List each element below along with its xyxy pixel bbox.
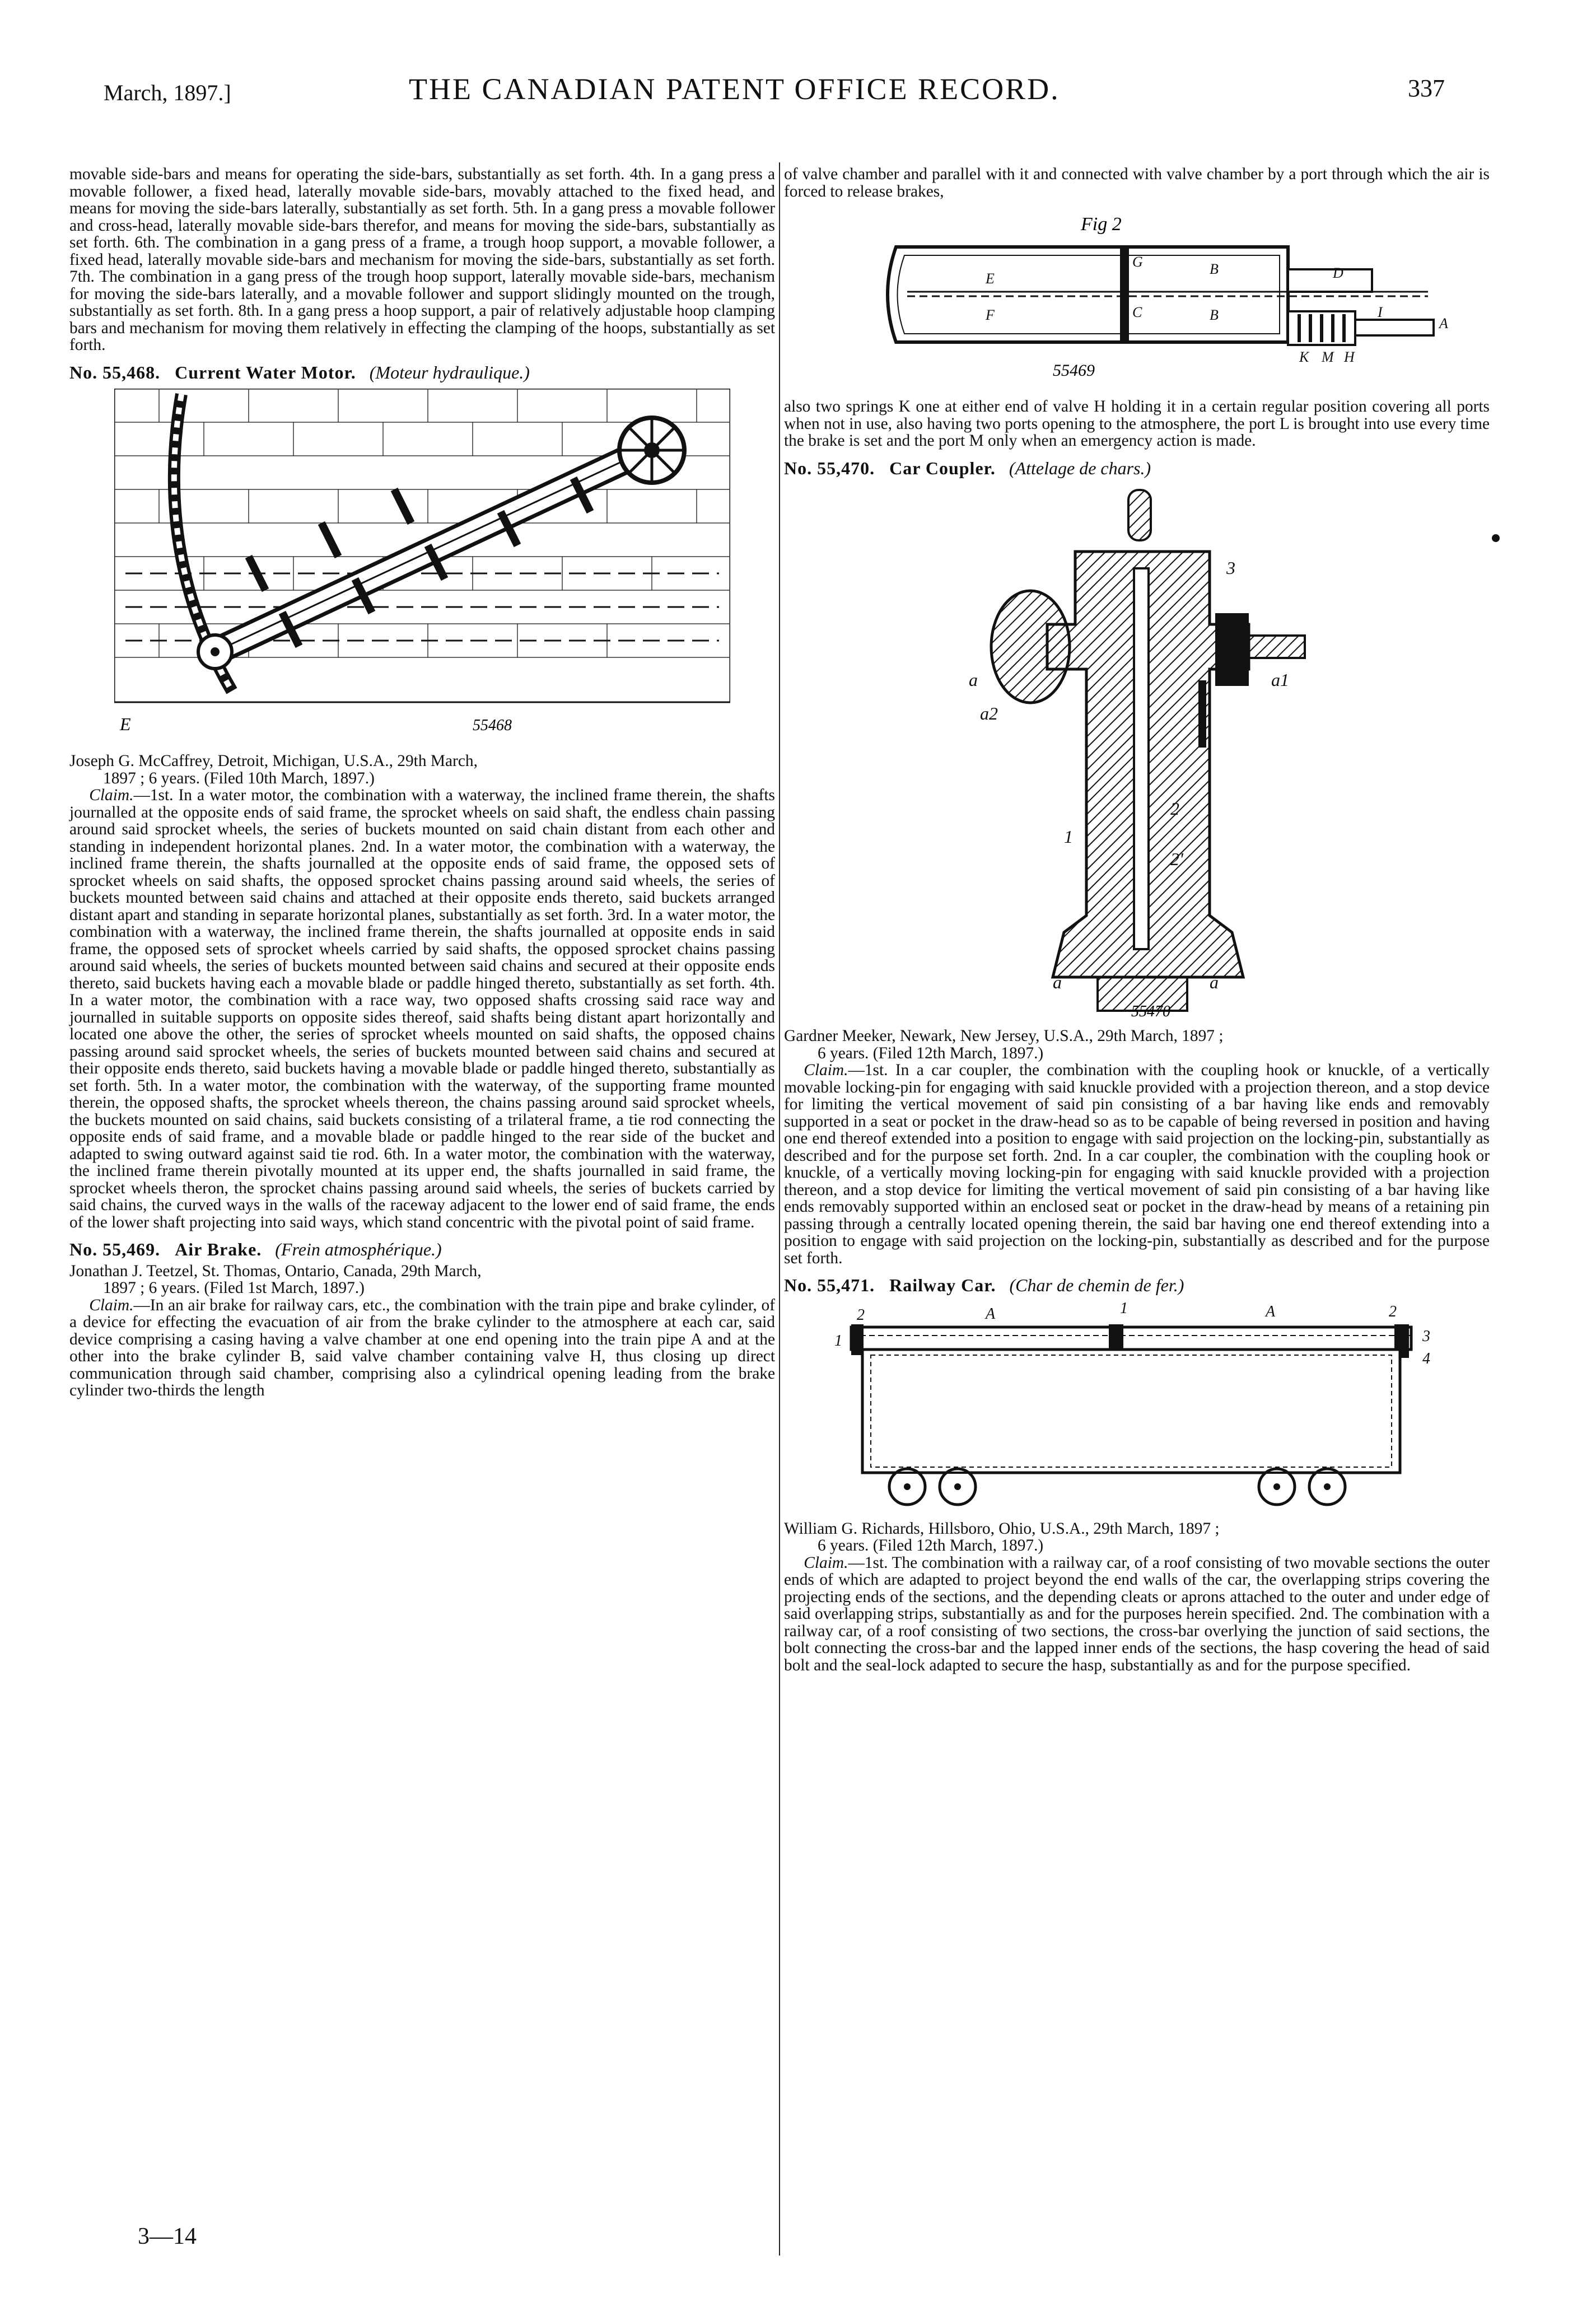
claim-text xyxy=(69,1297,775,1399)
inventor-line xyxy=(784,1028,1490,1062)
coupler-letter: a1 xyxy=(1271,670,1289,690)
patent-number: No. 55,471. xyxy=(784,1275,875,1295)
patent-french-title: (Char de chemin de fer.) xyxy=(1009,1275,1184,1295)
car-letter: A xyxy=(1266,1302,1276,1320)
claim-body: —1st. The combination with a railway car, of a roof consisting of two movable sections the outer ends of which are adapted to project beyond the end walls of the car, the overlapping strips covering the projecting ends of the sections, and the depending cleats or aprons attached to the outer and under edge of said overlapping strips, substantially as and for the purposes herein specified. 2nd. The combination with a railway car, of a roof consisting of two sections, the cross-bar overlying the junction of said sections, the bolt connecting the cross-bar and the lapped inner ends of the sections, the hasp covering the head of said bolt and the seal-lock adapted to secure the hasp, substantially as and for the purpose specified. xyxy=(784,1553,1490,1674)
inventor-line xyxy=(69,1263,775,1297)
claim-label: Claim. xyxy=(804,1061,848,1079)
claim-body: —1st. In a car coupler, the combination with the coupling hook or knuckle, of a vertically movable locking-pin for engaging with said knuckle provided with a projection thereon, and a stop device for limiting the vertical movement of said pin consisting of a bar having like ends and removably supported in a seat or pocket in the draw-head so as to be capable of being reversed in position and having one end thereof extended into a position to engage with said projection on the locking-pin, substantially as described and for the purpose set forth. 2nd. In a car coupler, the combination with the coupling hook or knuckle, of a vertically moving locking-pin for engaging with said knuckle provided with a projection thereon, and a stop device for limiting the vertical movement of said pin consisting of a bar having like ends removably supported within an enclosed seat or pocket in the draw-head by means of a retaining pin passing through a centrally located opening therein, the said bar having one end thereof extending into a position to engage with said projection on the locking-pin, substantially as described and for the purpose set forth. xyxy=(784,1061,1490,1267)
inventor-line xyxy=(784,1520,1490,1554)
patent-title: Air Brake. xyxy=(175,1239,262,1259)
filing-details: 6 years. (Filed 12th March, 1897.) xyxy=(818,1537,1044,1554)
header-date: March, 1897.] xyxy=(104,80,231,105)
filing-details: 6 years. (Filed 12th March, 1897.) xyxy=(818,1044,1044,1062)
patent-title: Car Coupler. xyxy=(889,457,996,478)
car-letter: 1 xyxy=(834,1332,842,1350)
fig2-letter: A xyxy=(1439,315,1448,331)
patent-55468-heading xyxy=(69,364,775,381)
coupler-letter: a2 xyxy=(980,703,998,723)
claim-label: Claim. xyxy=(89,1296,134,1314)
railway-car-figure xyxy=(784,1302,1490,1515)
filing-details: 1897 ; 6 years. (Filed 10th March, 1897.) xyxy=(103,769,375,787)
car-coupler-figure xyxy=(784,484,1490,1022)
fig2-letter: G xyxy=(1132,254,1143,270)
filing-details: 1897 ; 6 years. (Filed 1st March, 1897.) xyxy=(103,1279,365,1297)
air-brake-figure-2 xyxy=(784,208,1490,393)
continued-claim-text: also two springs K one at either end of valve H holding it in a certain regular position covering all ports when not in use, also having two ports opening to the atmosphere, the port L is brought into use every time the brake is set and the port M only when an emergency action is made. xyxy=(784,398,1490,450)
page-number: 337 xyxy=(1408,74,1445,102)
coupler-letter: 3 xyxy=(1226,558,1235,578)
patent-number: No. 55,468. xyxy=(69,362,161,382)
coupler-letter: 2 xyxy=(1170,799,1179,819)
car-letter: 2 xyxy=(1389,1302,1397,1320)
figure-letter-e: E xyxy=(120,714,131,734)
continued-claim-text: of valve chamber and parallel with it and connected with valve chamber by a port through which the air is forced to release brakes, xyxy=(784,165,1490,200)
column-divider xyxy=(779,162,780,2256)
claim-label: Claim. xyxy=(89,786,134,804)
car-letter: 2 xyxy=(857,1306,865,1324)
fig2-letter: H xyxy=(1344,349,1355,365)
inventor-name: Jonathan J. Teetzel, St. Thomas, Ontario, Canada, 29th March, xyxy=(69,1262,482,1280)
printer-signature: 3—14 xyxy=(138,2224,197,2249)
fig2-letter: B xyxy=(1210,261,1219,277)
car-letter: 4 xyxy=(1422,1350,1430,1367)
inventor-name: Gardner Meeker, Newark, New Jersey, U.S.A., 29th March, 1897 ; xyxy=(784,1027,1224,1045)
claim-label: Claim. xyxy=(804,1553,848,1572)
left-column xyxy=(69,166,775,1399)
fig2-letter: B xyxy=(1210,307,1219,323)
fig2-letter: E xyxy=(986,270,995,287)
patent-number: No. 55,469. xyxy=(69,1239,161,1259)
car-letter: A xyxy=(986,1305,996,1323)
patent-title: Railway Car. xyxy=(889,1275,996,1295)
journal-title: THE CANADIAN PATENT OFFICE RECORD. xyxy=(409,72,1060,106)
inventor-name: William G. Richards, Hillsboro, Ohio, U.S.A., 29th March, 1897 ; xyxy=(784,1519,1220,1538)
fig2-letter: D xyxy=(1333,265,1343,281)
patent-number: No. 55,470. xyxy=(784,457,875,478)
coupler-letter: a xyxy=(1053,972,1062,992)
claim-text xyxy=(69,787,775,1231)
page-header xyxy=(84,72,1445,116)
claim-body: —1st. In a water motor, the combination with a waterway, the inclined frame therein, the shafts journalled at the opposite ends of said frame, the sprocket wheels on said shaft, the endless chain passing around said sprocket wheels, the series of buckets mounted on said chain distant from each other and standing in independent horizontal planes. 2nd. In a water motor, the combination with a waterway, the inclined frame therein, the shafts journalled at the opposite ends of said frame, the opposed sets of sprocket wheels on said shafts, the opposed sprocket chains passing around said wheels, the series of buckets mounted between said chains and attached at their opposite ends thereto, said buckets arranged distant apart and standing in separate horizontal planes, substantially as set forth. 3rd. In a water motor, the combination with a waterway, the inclined frame therein, the shafts journalled at opposite ends in said frame, the opposed sets of sprocket wheels carried by said shafts, the opposed sprocket chains passing around said wheels, the series of buckets mounted between said chains and secured at their opposite ends thereto, said buckets having each a movable blade or paddle hinged thereto, substantially as set forth. 4th. In a water motor, the combination with a race way, two opposed shafts crossing said race way and journalled in suitable supports on opposite sides thereof, said shafts being distant apart horizontally and located one above the other, the series of sprocket wheels mounted on said shafts, the opposed chains passing around said sprocket wheels, the series of buckets mounted between said chains and secured at their opposite ends thereto, said buckets having a movable blade or paddle hinged thereto, substantially as set forth. 5th. In a water motor, the combination with the waterway, of the supporting frame mounted therein, the opposed shafts, the sprocket wheels thereon, the chains passing around said sprocket wheels, the buckets mounted on said chains, said buckets consisting of a trilateral frame, a tie rod connecting the opposite ends of said frame, and a movable blade or paddle hinged to the rear side of the bucket and adapted to swing outward against said tie rod. 6th. In a water motor, the combination with the waterway, the inclined frame therein pivotally mounted at its upper end, the shafts journalled in said frame, the sprocket wheels theron, the sprocket chains passing around said wheels, the series of buckets carried by said chains, the curved ways in the walls of the raceway adjacent to the lower end of said frame, the ends of the lower shaft projecting into said ways, which stand concentric with the pivotal point of said frame. xyxy=(69,786,775,1231)
patent-french-title: (Frein atmosphérique.) xyxy=(275,1239,442,1259)
coupler-letter: a xyxy=(969,670,978,690)
inventor-line xyxy=(69,753,775,787)
coupler-letter: 1 xyxy=(1064,827,1073,847)
claim-text xyxy=(784,1554,1490,1674)
figure-number-label: 55470 xyxy=(1131,1003,1170,1020)
patent-55471-heading xyxy=(784,1277,1490,1294)
patent-french-title: (Moteur hydraulique.) xyxy=(369,362,530,382)
patent-55470-heading xyxy=(784,457,1490,478)
fig2-letter: K xyxy=(1299,349,1309,365)
right-column xyxy=(784,166,1490,1674)
figure-number-label: 55468 xyxy=(473,717,512,734)
claim-text xyxy=(784,1062,1490,1267)
water-motor-figure xyxy=(69,389,775,747)
figure-caption: Fig 2 xyxy=(1081,214,1122,235)
car-letter: 3 xyxy=(1422,1327,1430,1345)
fig2-letter: F xyxy=(986,307,995,323)
fig2-letter: I xyxy=(1378,304,1383,320)
patent-55469-heading xyxy=(69,1241,775,1258)
continued-claims-text: movable side-bars and means for operating the side-bars, substantially as set forth. 4th. In a gang press a movable follower, a fixed head, laterally movable side-bars, movably attached to the fixed head, and means for moving the side-bars laterally, substantially as set forth. 5th. In a gang press a movable follower and cross-head, laterally movable side-bars therefor, and means for moving the side-bars, substantially as set forth. 6th. The combination in a gang press of a frame, a trough hoop support, a movable follower, a fixed head, laterally movable side-bars and mechanism for moving the side-bars, substantially as set forth. 7th. The combination in a gang press of the trough hoop support, laterally movable side-bars, mechanism for moving the side-bars laterally, and a movable follower and support slidingly mounted on the trough, substantially as set forth. 8th. In a gang press a hoop support, a pair of relatively adjustable hoop clamping bars and mechanism for moving them relatively in effecting the clamping of the hoops, substantially as set forth. xyxy=(69,165,775,354)
margin-dot xyxy=(1492,534,1500,542)
claim-body: —In an air brake for railway cars, etc., the combination with the train pipe and brake cylinder, of a device for effecting the evacuation of air from the brake cylinder to the atmosphere at each car, said device comprising a casing having a valve chamber at one end opening into the train pipe A and at the other into the brake cylinder B, said valve chamber containing valve H, thus closing up direct communication through said chamber, comprising also a cylindrical opening leading from the brake cylinder two-thirds the length xyxy=(69,1296,775,1399)
coupler-letter: a xyxy=(1210,972,1219,992)
fig2-letter: M xyxy=(1322,349,1334,365)
fig2-letter: C xyxy=(1132,304,1142,320)
patent-title: Current Water Motor. xyxy=(175,362,356,382)
inventor-name: Joseph G. McCaffrey, Detroit, Michigan, U.S.A., 29th March, xyxy=(69,752,478,770)
car-letter: 1 xyxy=(1120,1301,1128,1317)
patent-french-title: (Attelage de chars.) xyxy=(1009,457,1151,478)
figure-number-label: 55469 xyxy=(1053,361,1095,380)
coupler-letter: 2' xyxy=(1170,849,1183,869)
